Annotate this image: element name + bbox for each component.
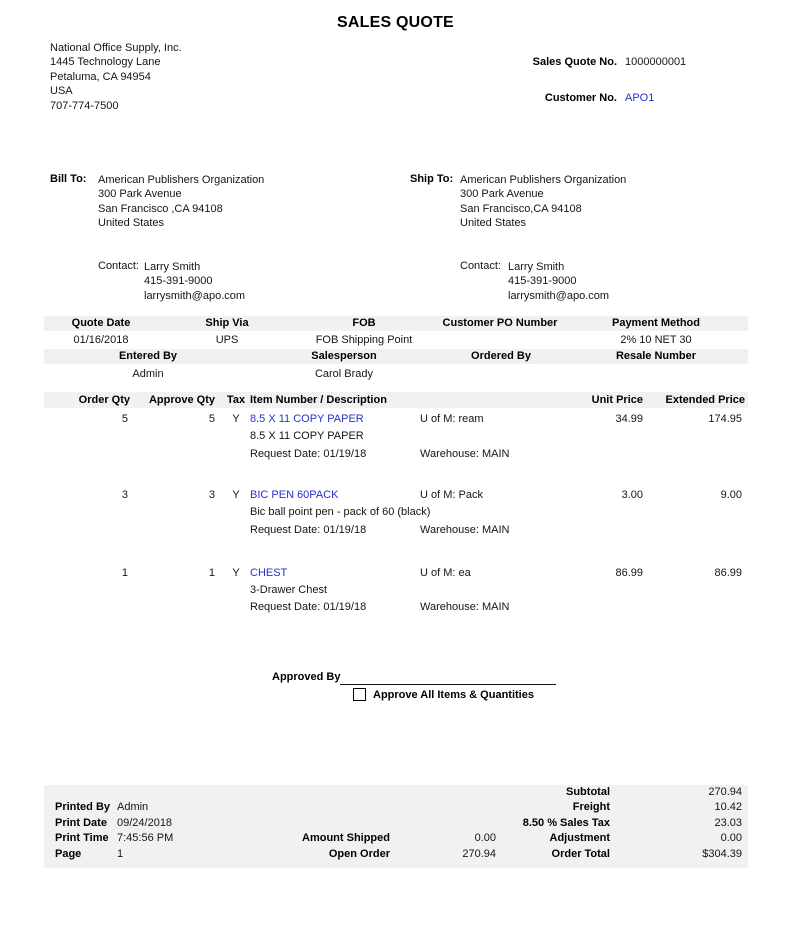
ship-to-contact-email: larrysmith@apo.com [508,289,610,302]
item-description: Bic ball point pen - pack of 60 (black) [250,506,431,518]
freight-value: 10.42 [714,801,742,813]
ship-to-contact-label: Contact: [460,260,501,272]
item-warehouse: Warehouse: MAIN [420,601,510,613]
item-uom: U of M: Pack [420,489,483,501]
entered-by-label: Entered By [118,350,178,362]
ship-to-label: Ship To: [410,173,454,185]
fob-label: FOB [352,317,376,329]
adjustment-label: Adjustment [549,832,610,844]
item-uom: U of M: ream [420,413,484,425]
ship-to-line: 300 Park Avenue [460,188,544,201]
item-number-link[interactable]: 8.5 X 11 COPY PAPER [250,413,364,425]
bill-to-line: 300 Park Avenue [98,188,182,201]
extended-price-header: Extended Price [665,394,745,406]
quote-date-label: Quote Date [71,317,131,329]
freight-label: Freight [572,801,610,813]
print-time-value: 7:45:56 PM [117,832,174,844]
approve-qty-header: Approve Qty [148,394,215,406]
item-description: 8.5 X 11 COPY PAPER [250,430,364,442]
amount-shipped-label: Amount Shipped [302,832,390,844]
ship-to-contact-phone: 415-391-9000 [508,275,577,288]
approve-all-checkbox[interactable] [353,688,366,701]
print-time-label: Print Time [55,832,109,844]
page-title: SALES QUOTE [337,14,454,31]
ship-to-contact-name: Larry Smith [508,261,565,273]
approved-by-signature-line [340,684,556,685]
sales-quote-no-label: Sales Quote No. [532,56,617,68]
item-row [0,489,791,541]
item-uom: U of M: ea [420,567,471,579]
entered-by-value: Admin [132,368,164,380]
open-order-value: 270.94 [462,848,496,860]
salesperson-value: Carol Brady [314,368,374,380]
customer-po-label: Customer PO Number [442,317,558,329]
ship-to-line: American Publishers Organization [460,174,627,186]
company-phone: 707-774-7500 [50,99,119,112]
sales-tax-value: 23.03 [714,817,742,829]
item-unit-price: 3.00 [621,489,643,501]
item-request-date: Request Date: 01/19/18 [250,448,367,460]
resale-number-label: Resale Number [615,350,697,362]
customer-no-link[interactable]: APO1 [625,92,655,104]
item-order-qty: 1 [121,567,128,579]
bill-to-line: San Francisco ,CA 94108 [98,202,223,215]
item-tax-flag: Y [232,489,240,501]
item-extended-price: 9.00 [720,489,742,501]
item-tax-flag: Y [232,567,240,579]
company-street: 1445 Technology Lane [50,56,161,69]
item-number-link[interactable]: CHEST [250,567,288,579]
order-total-label: Order Total [551,848,610,860]
item-approve-qty: 1 [208,567,215,579]
quote-date-value: 01/16/2018 [73,334,129,346]
ship-to-line: United States [460,217,527,230]
printed-by-label: Printed By [55,801,111,813]
tax-header: Tax [226,394,246,406]
item-number-link[interactable]: BIC PEN 60PACK [250,489,339,501]
item-unit-price: 34.99 [615,413,643,425]
ordered-by-label: Ordered By [471,350,531,362]
page-number-value: 1 [117,848,124,860]
item-extended-price: 86.99 [714,567,742,579]
printed-by-value: Admin [117,801,149,813]
item-description-header: Item Number / Description [250,394,387,406]
payment-method-label: Payment Method [611,317,700,329]
ship-to-contact-block [508,260,609,303]
item-description: 3-Drawer Chest [250,584,328,596]
amount-shipped-value: 0.00 [474,832,496,844]
item-approve-qty: 5 [208,413,215,425]
subtotal-label: Subtotal [566,786,610,798]
print-date-label: Print Date [55,817,107,829]
sales-quote-no-value: 1000000001 [625,56,687,68]
subtotal-value: 270.94 [708,786,742,798]
bill-to-label: Bill To: [50,173,87,185]
order-total-value: $304.39 [702,848,742,860]
ship-via-value: UPS [215,334,239,346]
item-row [0,567,791,619]
company-address-block [50,41,182,113]
item-warehouse: Warehouse: MAIN [420,448,510,460]
bill-to-contact-phone: 415-391-9000 [144,275,213,288]
company-country: USA [50,85,73,98]
item-warehouse: Warehouse: MAIN [420,524,510,536]
item-order-qty: 3 [121,489,128,501]
ship-to-line: San Francisco,CA 94108 [460,202,582,215]
print-date-value: 09/24/2018 [117,817,173,829]
item-order-qty: 5 [121,413,128,425]
approve-all-checkbox-label: Approve All Items & Quantities [373,689,534,701]
adjustment-value: 0.00 [720,832,742,844]
salesperson-label: Salesperson [311,350,377,362]
item-row [0,413,791,465]
item-unit-price: 86.99 [615,567,643,579]
bill-to-contact-block [144,260,245,303]
company-city: Petaluma, CA 94954 [50,70,151,83]
bill-to-address [98,173,264,231]
item-extended-price: 174.95 [708,413,742,425]
fob-value: FOB Shipping Point [315,334,413,346]
item-tax-flag: Y [232,413,240,425]
item-request-date: Request Date: 01/19/18 [250,601,367,613]
bill-to-contact-email: larrysmith@apo.com [144,289,246,302]
payment-method-value: 2% 10 NET 30 [620,334,692,346]
sales-tax-label: 8.50 % Sales Tax [522,817,610,829]
bill-to-contact-name: Larry Smith [144,261,201,273]
page-number-label: Page [55,848,82,860]
bill-to-line: United States [98,217,165,230]
company-name: National Office Supply, Inc. [50,42,182,54]
open-order-label: Open Order [328,848,390,860]
item-request-date: Request Date: 01/19/18 [250,524,367,536]
bill-to-line: American Publishers Organization [98,174,265,186]
approved-by-label: Approved By [272,671,341,683]
ship-to-address [460,173,626,231]
unit-price-header: Unit Price [591,394,643,406]
item-approve-qty: 3 [208,489,215,501]
ship-via-label: Ship Via [205,317,249,329]
customer-no-label: Customer No. [544,92,617,104]
bill-to-contact-label: Contact: [98,260,139,272]
order-qty-header: Order Qty [78,394,130,406]
